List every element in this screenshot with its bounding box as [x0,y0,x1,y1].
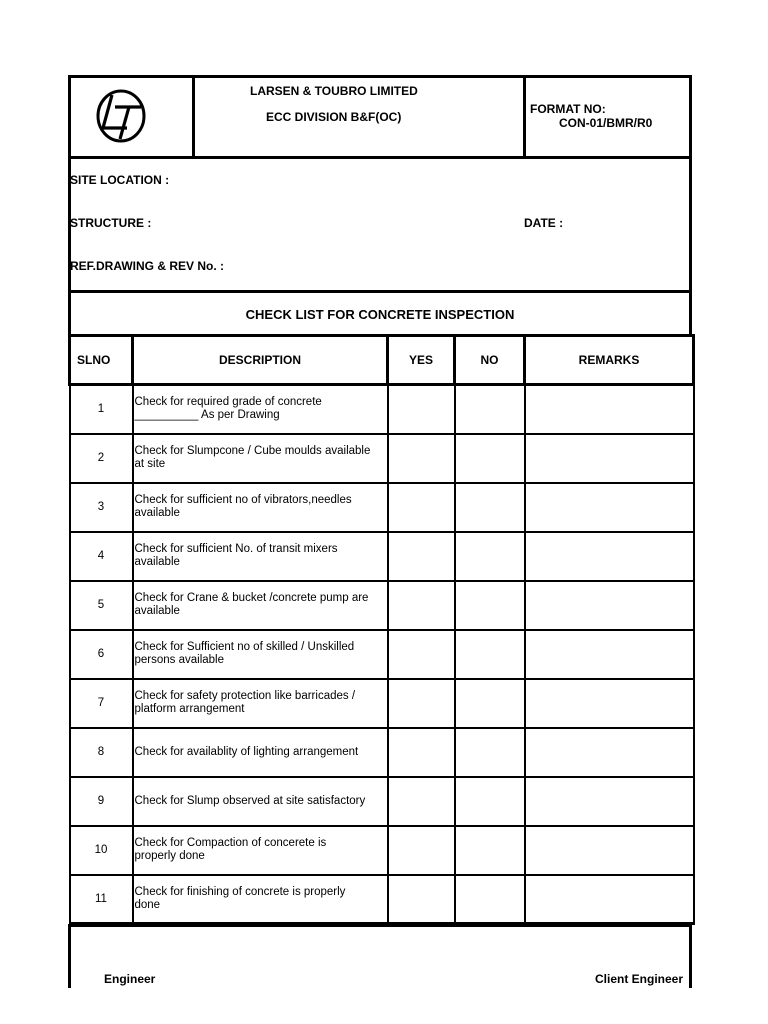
checklist-title: CHECK LIST FOR CONCRETE INSPECTION [245,307,515,322]
company-name: LARSEN & TOUBRO LIMITED [250,84,418,98]
row-yes-cell[interactable] [388,777,455,826]
row-remarks-cell[interactable] [525,679,694,728]
row-slno: 5 [70,581,133,630]
row-slno: 9 [70,777,133,826]
row-slno: 7 [70,679,133,728]
row-remarks-cell[interactable] [525,777,694,826]
site-location-label: SITE LOCATION : [70,173,170,187]
row-slno: 11 [70,875,133,924]
row-slno: 6 [70,630,133,679]
row-no-cell[interactable] [455,875,525,924]
row-description [133,777,388,826]
row-slno: 1 [70,385,133,434]
row-description [133,728,388,777]
row-no-cell[interactable] [455,385,525,434]
row-slno: 8 [70,728,133,777]
row-description-line2: __________ As per Drawing [134,409,280,422]
engineer-label: Engineer [104,972,156,986]
row-description [133,483,388,532]
row-description [133,532,388,581]
row-no-cell[interactable] [455,434,525,483]
row-yes-cell[interactable] [388,532,455,581]
row-description [133,679,388,728]
table-header-row [70,336,694,385]
row-description-line1: Check for required grade of concrete [134,396,322,409]
row-yes-cell[interactable] [388,581,455,630]
row-description-line1: Check for safety protection like barricades / [134,690,356,702]
row-description-line1: Check for finishing of concrete is properly [134,885,346,898]
row-yes-cell[interactable] [388,728,455,777]
row-description-line2: available [134,507,180,519]
info-block [68,156,692,293]
ref-drawing-label: REF.DRAWING & REV No. : [70,259,225,273]
structure-label: STRUCTURE : [70,216,152,230]
row-description-line1: Check for availablity of lighting arrangement [134,745,359,758]
row-remarks-cell[interactable] [525,875,694,924]
format-value: CON-01/BMR/R0 [559,116,653,130]
row-slno: 10 [70,826,133,875]
row-description-line1: Check for Slump observed at site satisfactory [134,794,366,807]
row-yes-cell[interactable] [388,385,455,434]
logo-cell [68,75,195,159]
format-label: FORMAT NO: [530,102,606,116]
row-description-line2: available [134,605,180,617]
row-yes-cell[interactable] [388,875,455,924]
row-description [133,434,388,483]
row-remarks-cell[interactable] [525,581,694,630]
row-no-cell[interactable] [455,630,525,679]
row-remarks-cell[interactable] [525,630,694,679]
row-yes-cell[interactable] [388,630,455,679]
row-slno: 2 [70,434,133,483]
row-description [133,385,388,434]
row-yes-cell[interactable] [388,483,455,532]
row-no-cell[interactable] [455,679,525,728]
row-remarks-cell[interactable] [525,728,694,777]
row-remarks-cell[interactable] [525,483,694,532]
row-description-line2: properly done [134,850,205,862]
row-no-cell[interactable] [455,532,525,581]
row-description [133,630,388,679]
row-description-line1: Check for Compaction of concerete is [134,837,327,849]
row-description-line2: done [134,898,161,911]
row-no-cell[interactable] [455,826,525,875]
table-row [70,434,694,483]
row-description-line1: Check for Sufficient no of skilled / Unskilled [134,641,355,653]
division-name: ECC DIVISION B&F(OC) [266,110,402,124]
company-cell [192,75,526,159]
table-row [70,875,694,924]
row-description-line1: Check for Slumpcone / Cube moulds available [134,445,371,457]
table-row [70,483,694,532]
row-no-cell[interactable] [455,777,525,826]
signature-block [68,924,692,988]
table-row [70,679,694,728]
format-cell [523,75,692,159]
row-no-cell[interactable] [455,581,525,630]
table-row [70,630,694,679]
col-header-no: NO [455,336,525,385]
row-description [133,875,388,924]
table-row [70,581,694,630]
inspection-form [68,75,692,988]
row-no-cell[interactable] [455,728,525,777]
table-row [70,777,694,826]
row-description-line2: at site [134,458,166,470]
row-yes-cell[interactable] [388,679,455,728]
row-slno: 3 [70,483,133,532]
col-header-description: DESCRIPTION [133,336,388,385]
row-description-line2: available [134,556,180,568]
lt-logo-icon [93,86,149,146]
table-row [70,826,694,875]
table-row [70,728,694,777]
table-row [70,385,694,434]
row-description [133,826,388,875]
row-description-line1: Check for sufficient No. of transit mixers [134,543,338,555]
row-description-line2: persons available [134,654,225,666]
client-engineer-label: Client Engineer [594,972,683,986]
row-description-line1: Check for Crane & bucket /concrete pump are [134,592,369,604]
row-remarks-cell[interactable] [525,434,694,483]
row-remarks-cell[interactable] [525,826,694,875]
row-description [133,581,388,630]
col-header-slno: SLNO [70,336,133,385]
col-header-yes: YES [388,336,455,385]
row-yes-cell[interactable] [388,434,455,483]
row-remarks-cell[interactable] [525,385,694,434]
row-slno: 4 [70,532,133,581]
row-description-line1: Check for sufficient no of vibrators,needles [134,494,352,506]
row-description-line2: platform arrangement [134,703,245,715]
row-yes-cell[interactable] [388,826,455,875]
checklist-table [68,334,695,925]
date-label: DATE : [524,216,564,230]
col-header-remarks: REMARKS [525,336,694,385]
checklist-title-cell [68,290,692,337]
table-row [70,532,694,581]
row-remarks-cell[interactable] [525,532,694,581]
row-no-cell[interactable] [455,483,525,532]
